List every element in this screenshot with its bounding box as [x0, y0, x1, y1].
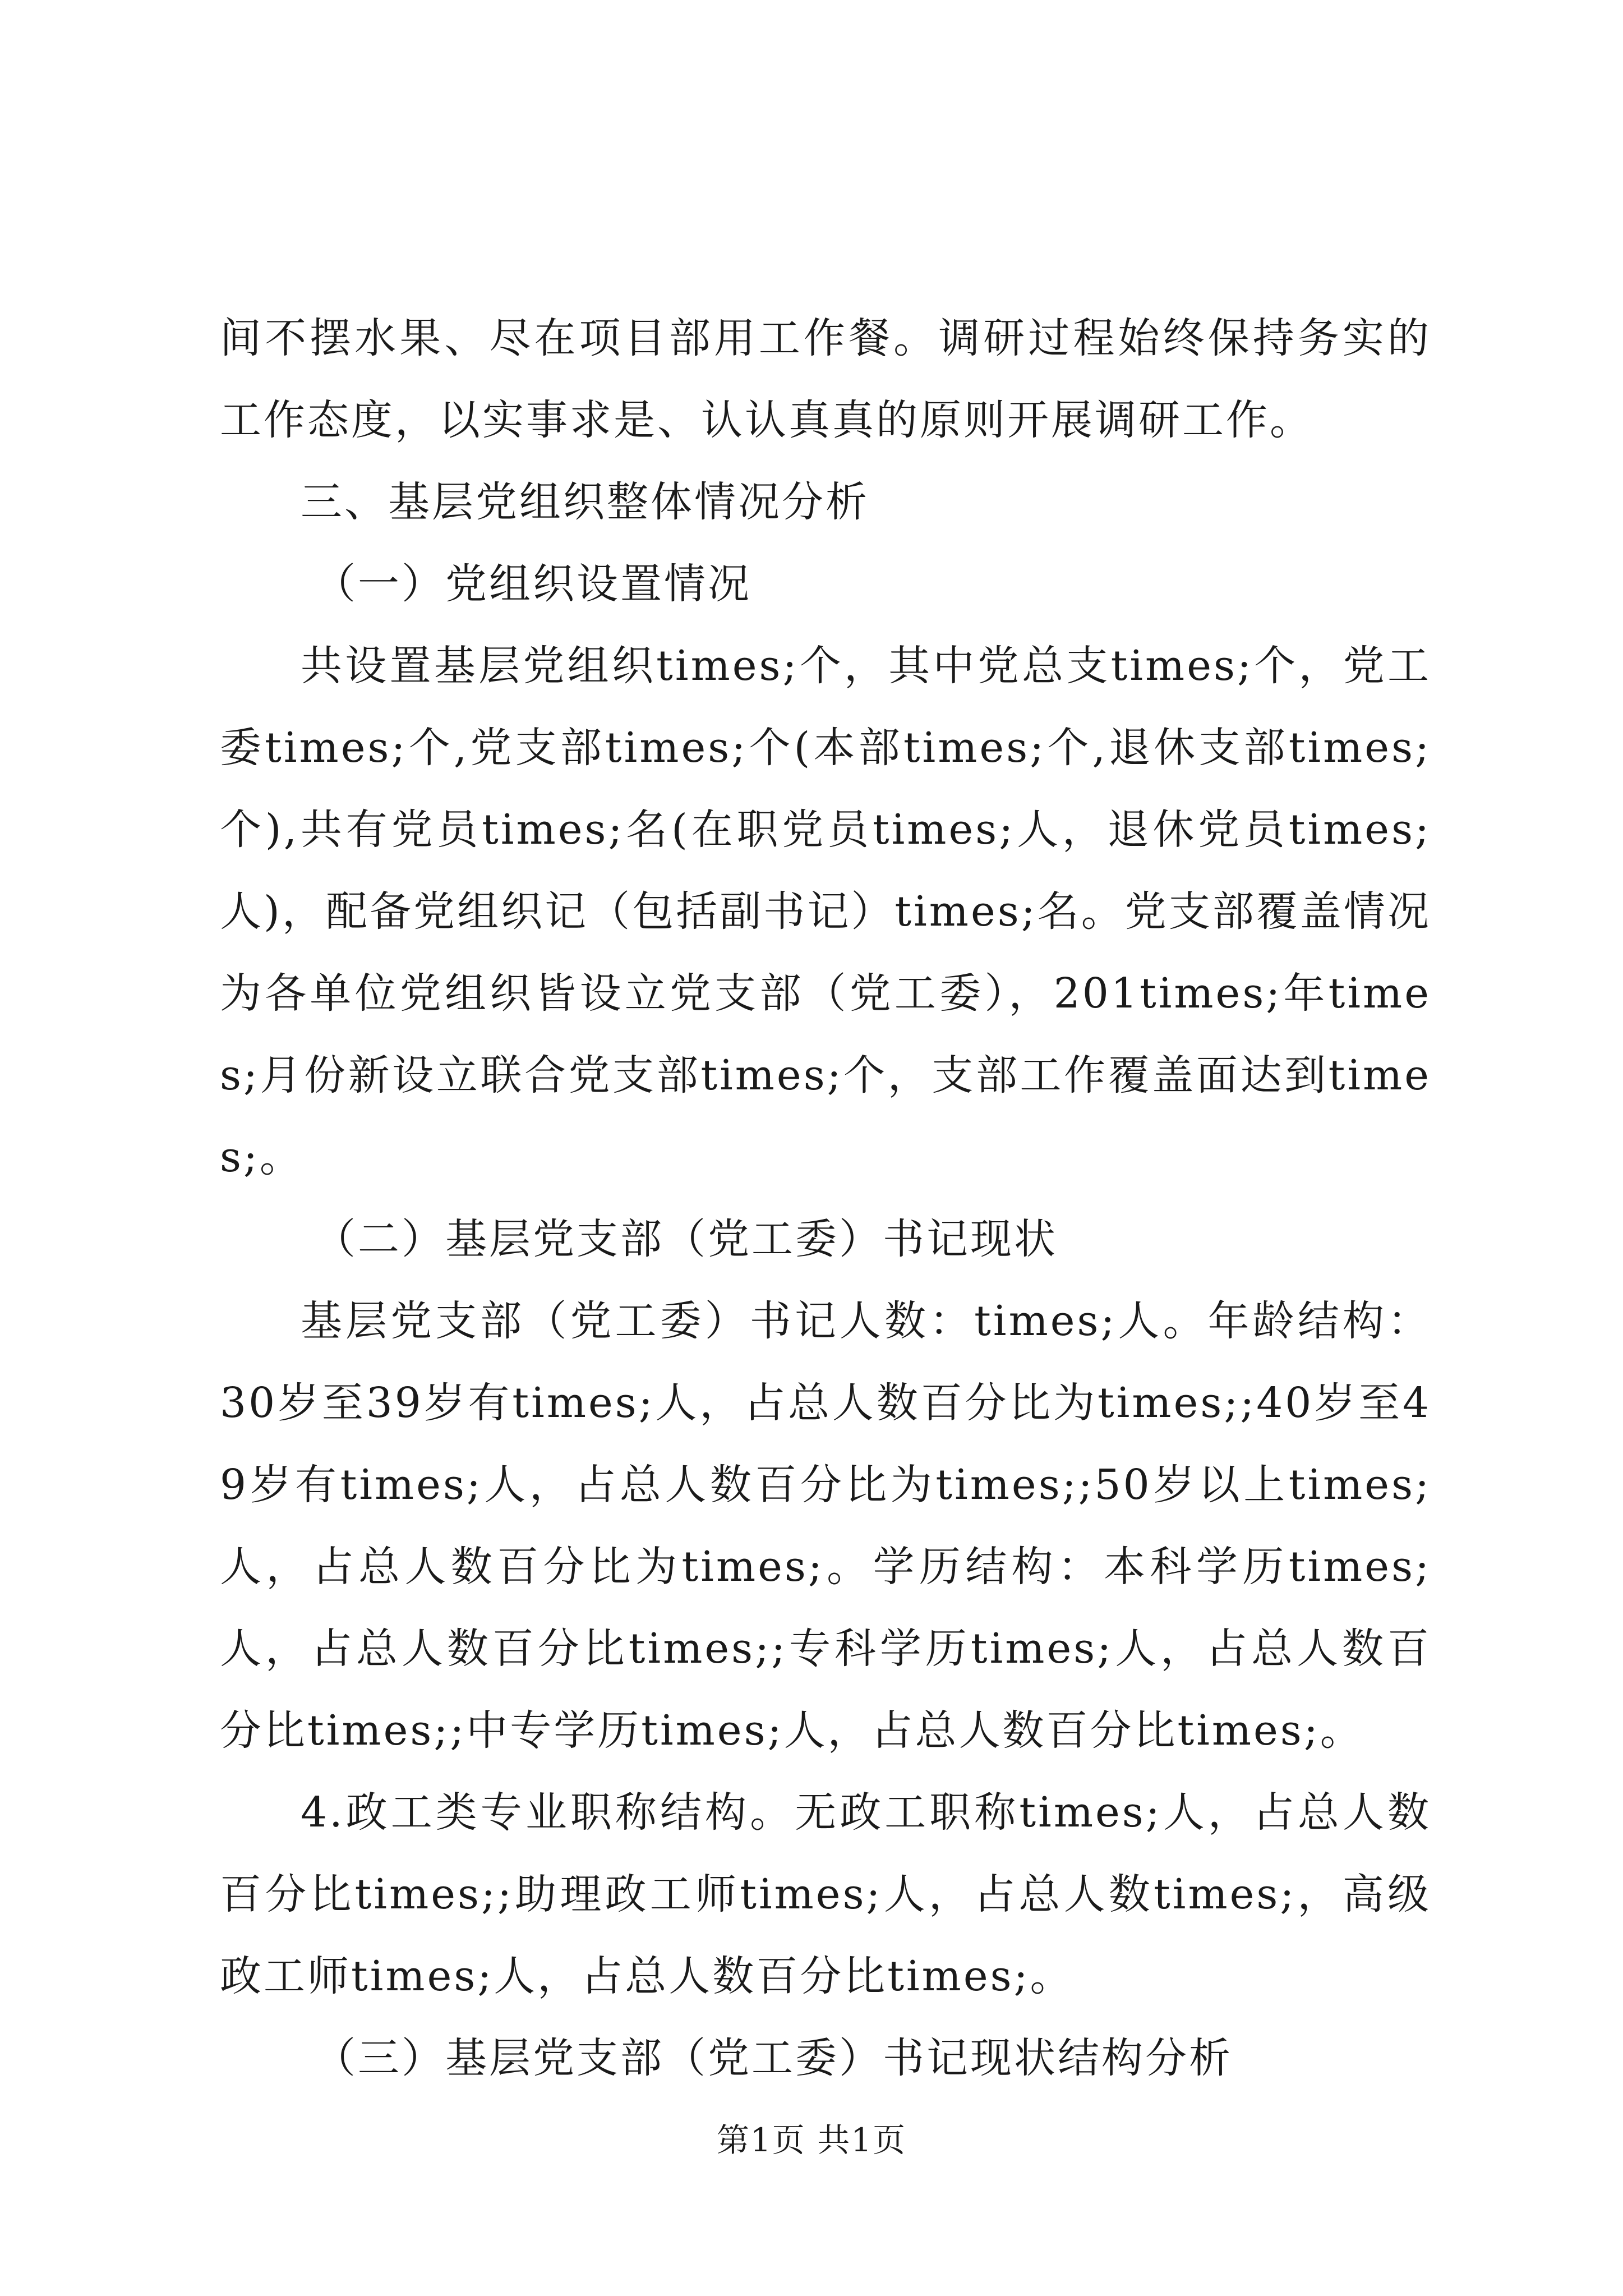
paragraph-continuation: 间不摆水果、尽在项目部用工作餐。调研过程始终保持务实的工作态度，以实事求是、认认真真的原则开展调研工作。 — [220, 314, 1431, 444]
page-footer: 第1页 共1页 — [716, 2121, 907, 2159]
subsection-heading-1: （一）党组织设置情况 — [314, 560, 751, 608]
subsection-heading-3: （三）基层党支部（党工委）书记现状结构分析 — [314, 2034, 1233, 2082]
section-heading-3: 三、基层党组织整体情况分析 — [301, 478, 869, 526]
paragraph-title-structure: 4.政工类专业职称结构。无政工职称times;人，占总人数百分比times;;助理政工师times;人，占总人数times;，高级政工师times;人，占总人数百分比times;。 — [220, 1788, 1431, 2000]
subsection-heading-2: （二）基层党支部（党工委）书记现状 — [314, 1215, 1058, 1263]
paragraph-secretary-status: 基层党支部（党工委）书记人数：times;人。年龄结构：30岁至39岁有times;人，占总人数百分比为times;;40岁至49岁有times;人，占总人数百分比为times;;50岁以上times;人，占总人数百分比为times;。学历结构：本科学历times;人，占总人数百分比times;;专科学历times;人，占总人数百分比times;;中专学历times;人，占总人数百分比times;。 — [220, 1297, 1431, 1755]
paragraph-org-setup: 共设置基层党组织times;个，其中党总支times;个，党工委times;个,党支部times;个(本部times;个,退休支部times;个),共有党员times;名(在职党员times;人，退休党员times;人)，配备党组织记（包括副书记）times;名。党支部覆盖情况为各单位党组织皆设立党支部（党工委），201times;年times;月份新设立联合党支部times;个，支部工作覆盖面达到times;。 — [220, 642, 1431, 1181]
document-body — [220, 297, 1431, 2099]
